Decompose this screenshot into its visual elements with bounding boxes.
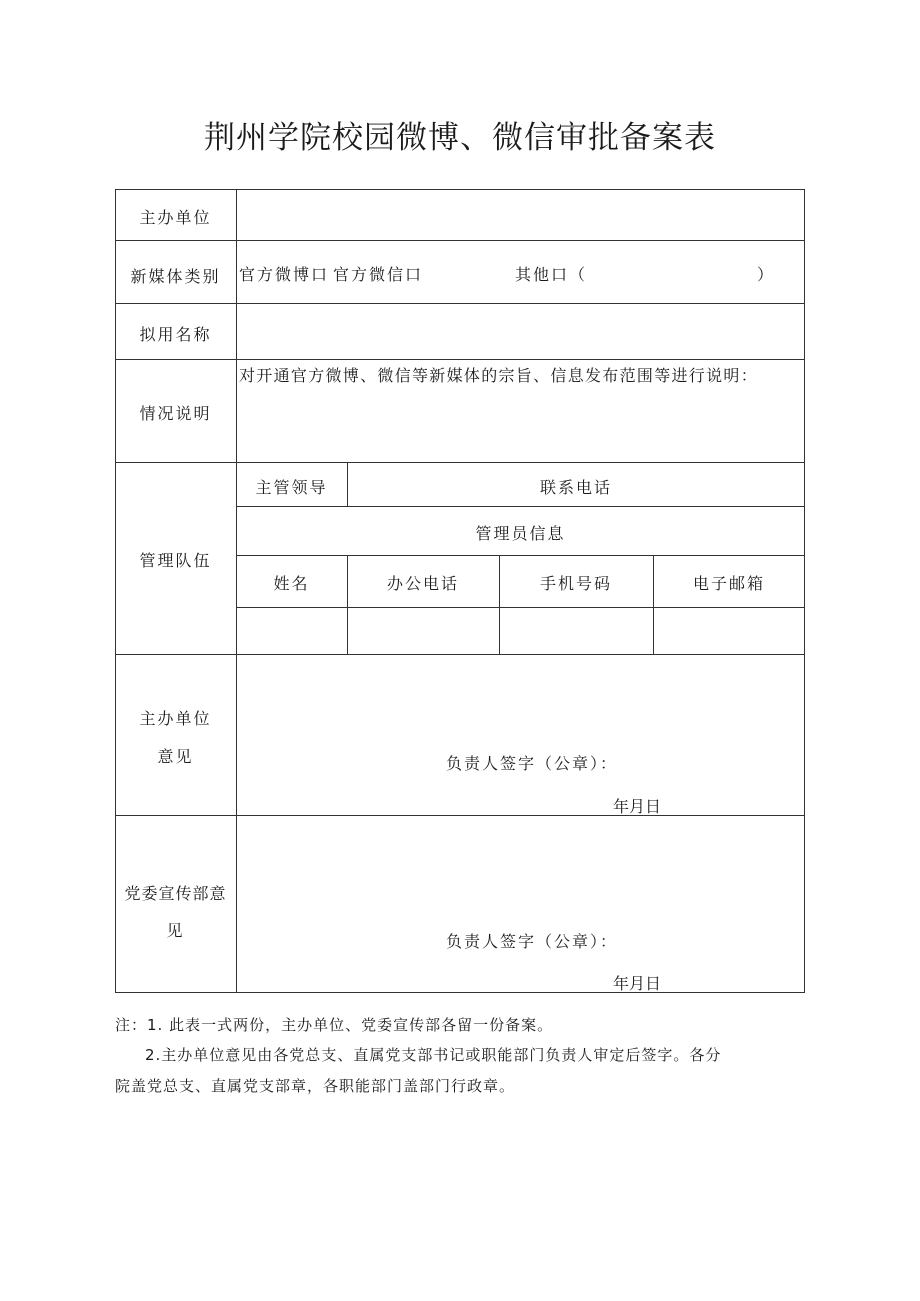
note-line-1: 注：1. 此表一式两份，主办单位、党委宣传部各留一份备案。: [115, 1016, 554, 1034]
host-opinion-label: 主办单位: [139, 709, 212, 728]
row-divider: [115, 815, 805, 816]
propaganda-opinion-label: 见: [166, 921, 185, 940]
host-unit-field[interactable]: [238, 191, 804, 239]
column-header-office-phone: 办公电话: [386, 574, 459, 593]
host-unit-label: 主办单位: [139, 208, 212, 227]
row-divider: [236, 506, 805, 507]
description-label: 情况说明: [139, 404, 212, 423]
row-divider: [236, 607, 805, 608]
leader-label: 主管领导: [255, 478, 328, 497]
column-divider: [653, 555, 654, 654]
admin-name-field[interactable]: [238, 609, 346, 653]
admin-info-label: 管理员信息: [475, 524, 566, 543]
column-header-name: 姓名: [273, 574, 310, 593]
description-field[interactable]: [238, 386, 804, 461]
option-other-checkbox[interactable]: 其他口（: [515, 265, 588, 284]
row-divider: [115, 654, 805, 655]
other-type-field[interactable]: [590, 258, 755, 286]
management-label: 管理队伍: [139, 551, 212, 570]
column-divider: [499, 555, 500, 654]
admin-mobile-field[interactable]: [501, 609, 652, 653]
note-line-3: 院盖党总支、直属党支部章，各职能部门盖部门行政章。: [115, 1077, 516, 1095]
row-divider: [115, 240, 805, 241]
admin-office-phone-field[interactable]: [349, 609, 498, 653]
row-divider: [236, 555, 805, 556]
propaganda-signature-label: 负责人签字（公章）：: [446, 932, 619, 951]
contact-phone-label: 联系电话: [539, 478, 612, 497]
option-weibo-checkbox[interactable]: 官方微博口: [239, 265, 330, 284]
row-divider: [115, 303, 805, 304]
row-divider: [115, 462, 805, 463]
description-prompt: 对开通官方微博、微信等新媒体的宗旨、信息发布范围等进行说明：: [239, 366, 759, 385]
propaganda-date-label: 年月日: [613, 974, 662, 993]
column-divider: [347, 555, 348, 654]
host-opinion-label: 意见: [157, 747, 194, 766]
host-date-label: 年月日: [613, 797, 662, 816]
proposed-name-field[interactable]: [238, 305, 804, 358]
proposed-name-label: 拟用名称: [139, 325, 212, 344]
option-wechat-checkbox[interactable]: 官方微信口: [333, 265, 424, 284]
column-header-email: 电子邮箱: [692, 574, 765, 593]
close-paren: ）: [757, 265, 776, 284]
note-line-2: 2.主办单位意见由各党总支、直属党支部书记或职能部门负责人审定后签字。各分: [145, 1046, 722, 1064]
media-type-label: 新媒体类别: [130, 267, 221, 286]
column-header-mobile: 手机号码: [539, 574, 612, 593]
page-title: 荆州学院校园微博、微信审批备案表: [204, 120, 716, 156]
row-divider: [115, 359, 805, 360]
propaganda-opinion-label: 党委宣传部意: [124, 884, 227, 903]
admin-email-field[interactable]: [655, 609, 804, 653]
host-signature-label: 负责人签字（公章）：: [446, 754, 619, 773]
